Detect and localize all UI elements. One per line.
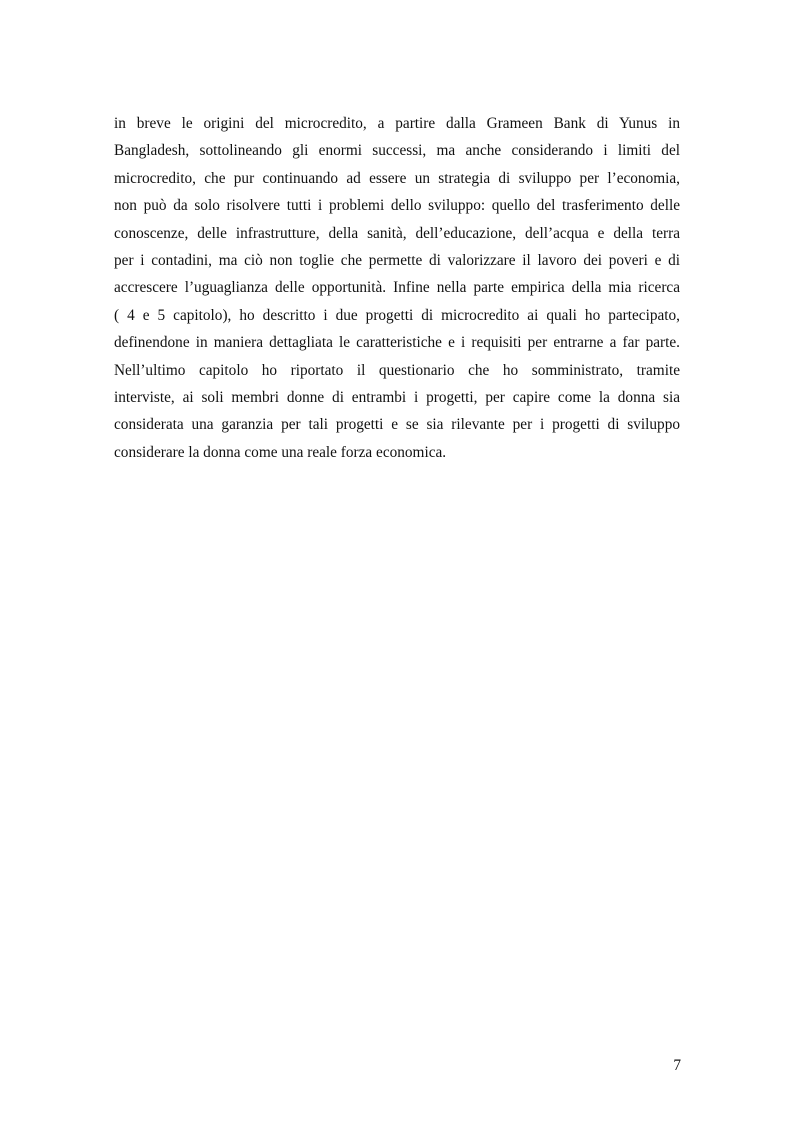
paragraph-line: in breve le origini del microcredito, a partire dalla Grameen Bank di Yunus in [114, 115, 680, 132]
paragraph-line: considerata una garanzia per tali progetti e se sia rilevante per i progetti di sviluppo [114, 416, 680, 434]
body-paragraph [114, 110, 680, 466]
paragraph-line: accrescere l’uguaglianza delle opportunità. Infine nella parte empirica della mia ricerca [114, 279, 680, 297]
paragraph-line: Bangladesh, sottolineando gli enormi successi, ma anche considerando i limiti del [114, 142, 680, 160]
paragraph-line: Nell’ultimo capitolo ho riportato il questionario che ho somministrato, tramite [114, 361, 680, 379]
page-number: 7 [673, 1057, 681, 1074]
paragraph-line: per i contadini, ma ciò non toglie che permette di valorizzare il lavoro dei poveri e di [114, 251, 680, 269]
paragraph-line: ( 4 e 5 capitolo), ho descritto i due progetti di microcredito ai quali ho partecipato, [114, 306, 680, 324]
paragraph-line: definendone in maniera dettagliata le caratteristiche e i requisiti per entrarne a far parte. [114, 334, 680, 352]
paragraph-line: conoscenze, delle infrastrutture, della sanità, dell’educazione, dell’acqua e della terra [114, 224, 680, 242]
paragraph-line: considerare la donna come una reale forza economica. [114, 443, 447, 461]
paragraph-line: microcredito, che pur continuando ad essere un strategia di sviluppo per l’economia, [114, 169, 680, 187]
paragraph-line: non può da solo risolvere tutti i problemi dello sviluppo: quello del trasferimento delle [114, 197, 680, 215]
paragraph-line: interviste, ai soli membri donne di entrambi i progetti, per capire come la donna sia [114, 388, 680, 406]
